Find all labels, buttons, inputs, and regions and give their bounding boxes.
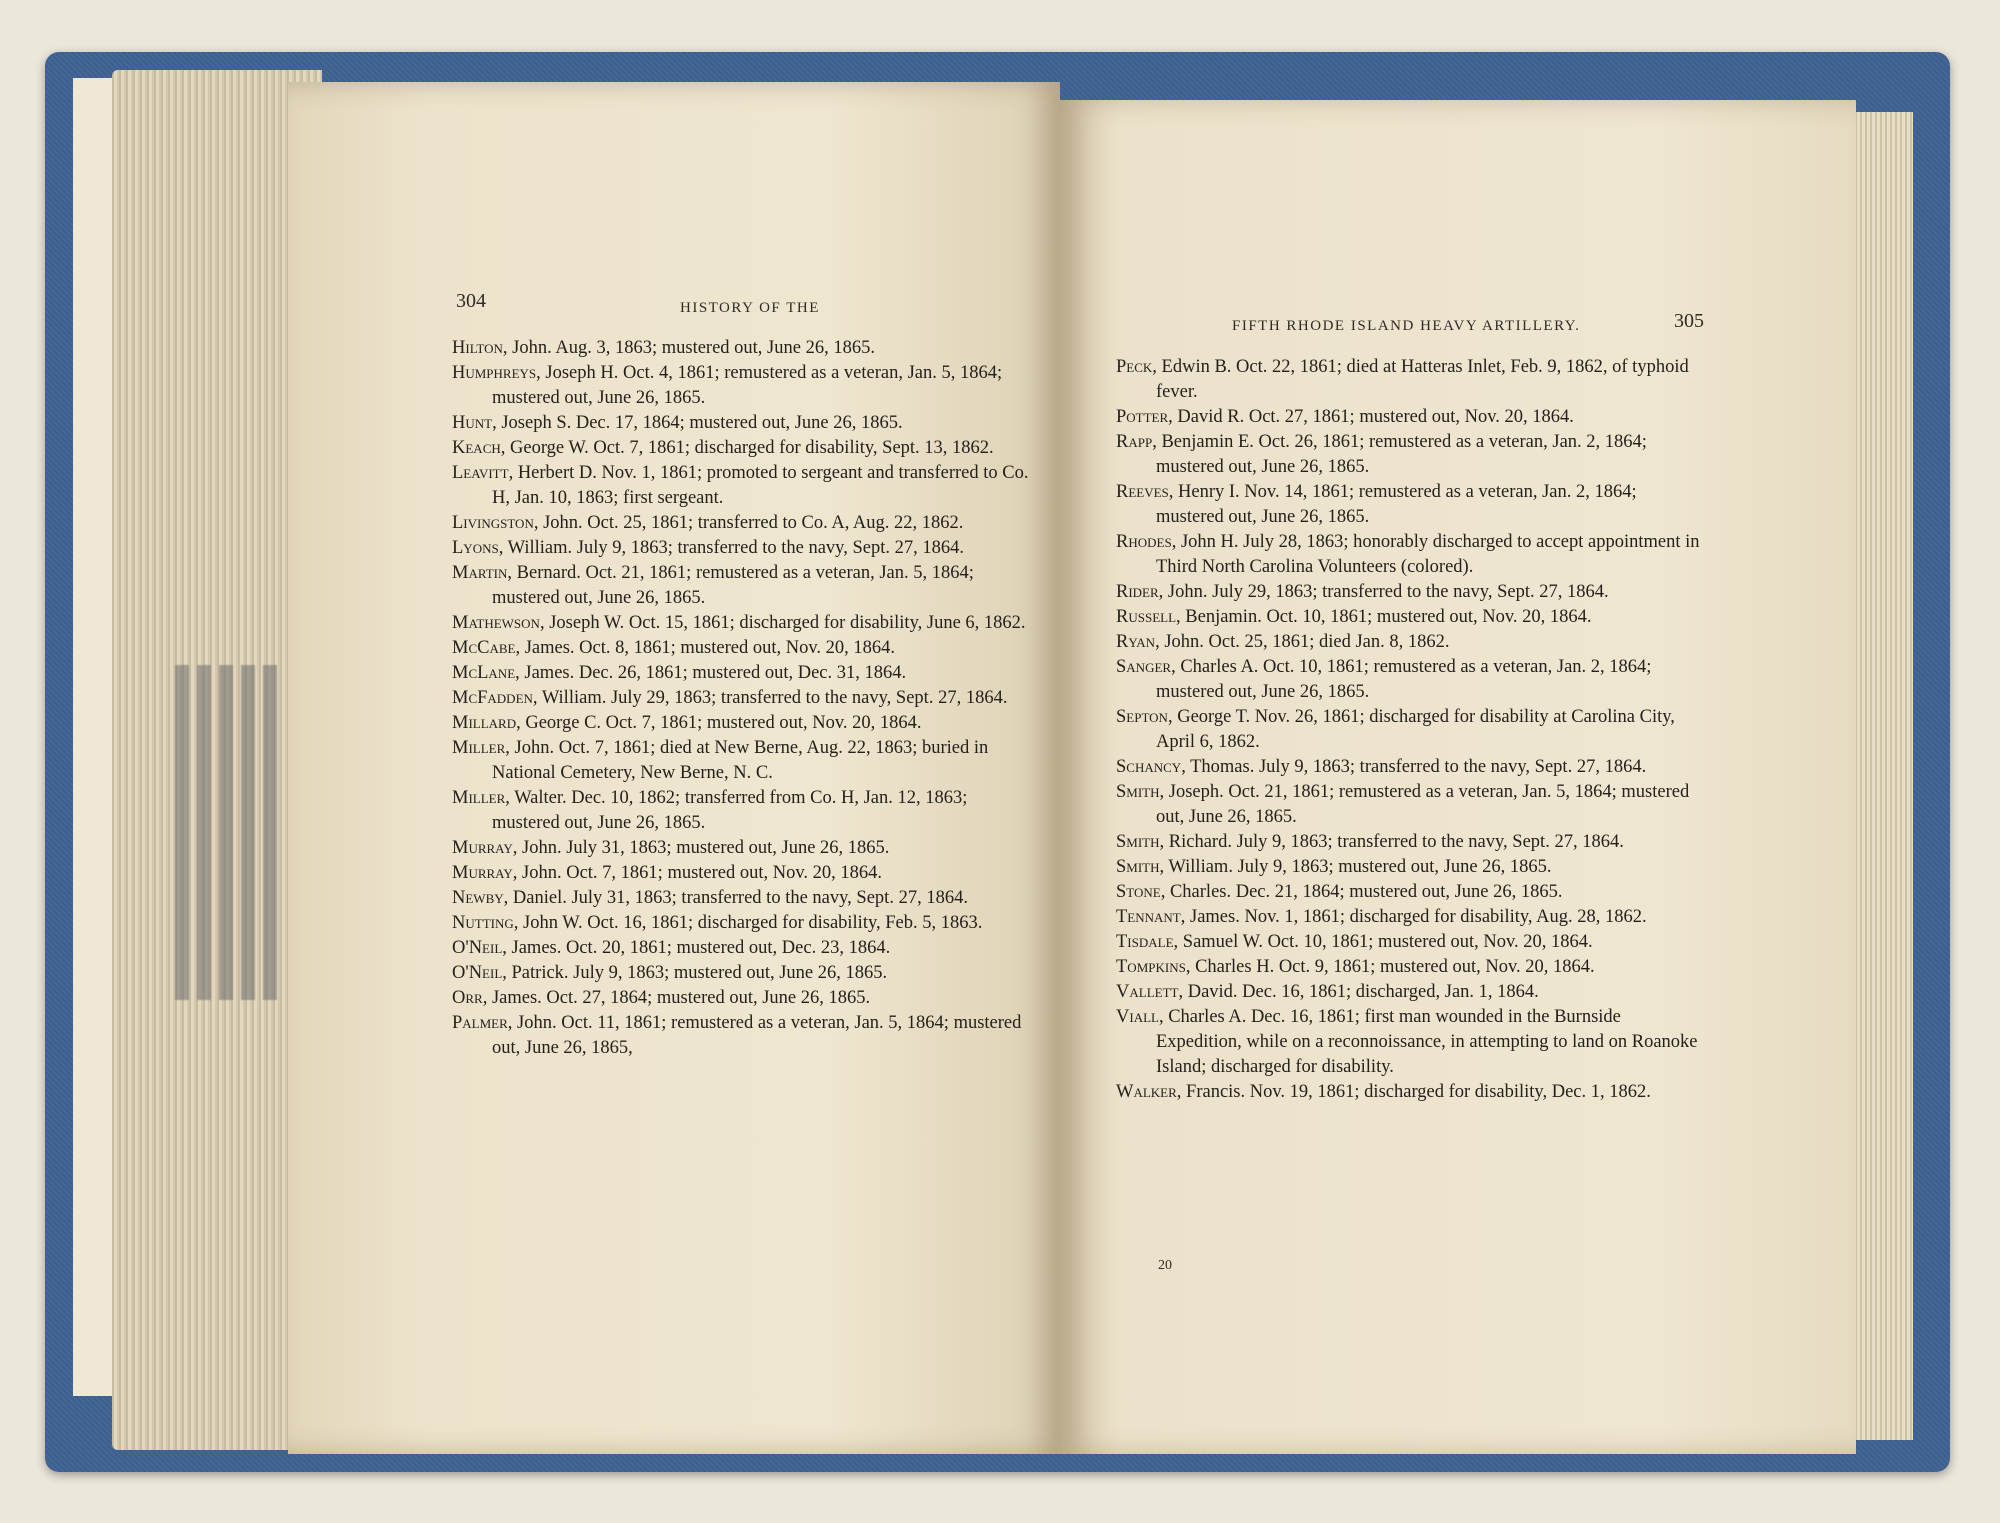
entry-surname: Walker <box>1116 1082 1177 1102</box>
entry-surname: Schancy <box>1116 757 1182 777</box>
roster-entry <box>1116 605 1706 630</box>
roster-entry <box>452 836 1036 861</box>
roster-entry <box>452 686 1036 711</box>
left-running-head: HISTORY OF THE <box>680 300 820 316</box>
entry-surname: Ryan <box>1116 632 1156 652</box>
roster-entry <box>1116 755 1706 780</box>
roster-entry <box>1116 830 1706 855</box>
entry-details: , Edwin B. Oct. 22, 1861; died at Hatteras Inlet, Feb. 9, 1862, of typhoid fever. <box>1152 357 1689 402</box>
entry-surname: Miller <box>452 738 506 758</box>
roster-entry <box>452 461 1036 511</box>
roster-entry <box>452 711 1036 736</box>
entry-details: , Herbert D. Nov. 1, 1861; promoted to sergeant and transferred to Co. H, Jan. 10, 1863; first sergeant. <box>492 463 1029 508</box>
right-page-number: 305 <box>1674 310 1704 332</box>
roster-entry <box>452 736 1036 786</box>
entry-surname: Stone <box>1116 882 1161 902</box>
entry-details: , James. Oct. 8, 1861; mustered out, Nov. 20, 1864. <box>515 638 896 658</box>
roster-entry <box>1116 780 1706 830</box>
entry-details: , Thomas. July 9, 1863; transferred to the navy, Sept. 27, 1864. <box>1181 757 1647 777</box>
roster-entry <box>452 361 1036 411</box>
entry-surname: Mathewson <box>452 613 540 633</box>
entry-details: , William. July 9, 1863; transferred to the navy, Sept. 27, 1864. <box>498 538 964 558</box>
entry-surname: McFadden <box>452 688 533 708</box>
entry-details: , Joseph W. Oct. 15, 1861; discharged for disability, June 6, 1862. <box>539 613 1026 633</box>
entry-surname: Smith <box>1116 782 1160 802</box>
entry-details: , John. July 31, 1863; mustered out, June 26, 1865. <box>512 838 890 858</box>
roster-entry <box>1116 880 1706 905</box>
roster-entry <box>1116 355 1706 405</box>
entry-details: , Joseph S. Dec. 17, 1864; mustered out, June 26, 1865. <box>492 413 903 433</box>
entry-details: , John. Oct. 11, 1861; remustered as a veteran, Jan. 5, 1864; mustered out, June 26, 1865, <box>492 1013 1022 1058</box>
roster-entry <box>452 411 1036 436</box>
roster-entry <box>1116 955 1706 980</box>
roster-entry <box>452 611 1036 636</box>
entry-surname: Sanger <box>1116 657 1172 677</box>
entry-details: , Charles A. Oct. 10, 1861; remustered as a veteran, Jan. 2, 1864; mustered out, June 26, 1865. <box>1156 657 1652 702</box>
entry-surname: Murray <box>452 838 513 858</box>
entry-surname: Hilton <box>452 338 503 358</box>
roster-entry <box>452 511 1036 536</box>
left-entry-list <box>452 336 1036 1061</box>
entry-surname: Millard <box>452 713 517 733</box>
entry-details: , Joseph H. Oct. 4, 1861; remustered as a veteran, Jan. 5, 1864; mustered out, June 26, 1865. <box>492 363 1003 408</box>
roster-entry <box>1116 655 1706 705</box>
entry-surname: Smith <box>1116 832 1160 852</box>
entry-details: , Joseph. Oct. 21, 1861; remustered as a veteran, Jan. 5, 1864; mustered out, June 26, 1865. <box>1156 782 1690 827</box>
roster-entry <box>452 536 1036 561</box>
entry-details: , George C. Oct. 7, 1861; mustered out, Nov. 20, 1864. <box>516 713 922 733</box>
roster-entry <box>1116 930 1706 955</box>
roster-entry <box>452 911 1036 936</box>
roster-entry <box>1116 580 1706 605</box>
entry-surname: Tennant <box>1116 907 1181 927</box>
entry-surname: Septon <box>1116 707 1168 727</box>
entry-surname: Smith <box>1116 857 1160 877</box>
entry-details: , William. July 9, 1863; mustered out, June 26, 1865. <box>1159 857 1552 877</box>
entry-details: , George W. Oct. 7, 1861; discharged for disability, Sept. 13, 1862. <box>500 438 994 458</box>
entry-surname: McLane <box>452 663 516 683</box>
entry-surname: Russell <box>1116 607 1177 627</box>
entry-details: , Benjamin. Oct. 10, 1861; mustered out, Nov. 20, 1864. <box>1176 607 1592 627</box>
roster-entry <box>452 936 1036 961</box>
entry-details: , John H. July 28, 1863; honorably discharged to accept appointment in Third North Carolina Volunteers (colored). <box>1156 532 1700 577</box>
roster-entry <box>1116 1005 1706 1080</box>
roster-entry <box>452 786 1036 836</box>
entry-surname: Peck <box>1116 357 1153 377</box>
entry-surname: Miller <box>452 788 506 808</box>
roster-entry <box>1116 705 1706 755</box>
entry-details: , John. Oct. 25, 1861; died Jan. 8, 1862. <box>1155 632 1450 652</box>
entry-surname: Rapp <box>1116 432 1153 452</box>
entry-details: , Bernard. Oct. 21, 1861; remustered as a veteran, Jan. 5, 1864; mustered out, June 26, 1865. <box>492 563 974 608</box>
entry-surname: Murray <box>452 863 513 883</box>
entry-surname: Rider <box>1116 582 1159 602</box>
entry-details: , John. Aug. 3, 1863; mustered out, June 26, 1865. <box>502 338 875 358</box>
entry-details: , James. Nov. 1, 1861; discharged for disability, Aug. 28, 1862. <box>1180 907 1647 927</box>
entry-surname: Martin <box>452 563 508 583</box>
entry-surname: Tompkins <box>1116 957 1186 977</box>
roster-entry <box>452 1011 1036 1061</box>
signature-mark: 20 <box>1158 1258 1172 1273</box>
entry-details: , Charles H. Oct. 9, 1861; mustered out, Nov. 20, 1864. <box>1185 957 1595 977</box>
entry-details: , George T. Nov. 26, 1861; discharged for disability at Carolina City, April 6, 1862. <box>1156 707 1675 752</box>
entry-surname: O'Neil <box>452 963 503 983</box>
entry-surname: Viall <box>1116 1007 1159 1027</box>
entry-details: , Richard. July 9, 1863; transferred to the navy, Sept. 27, 1864. <box>1159 832 1624 852</box>
entry-details: , John. July 29, 1863; transferred to the navy, Sept. 27, 1864. <box>1158 582 1609 602</box>
roster-entry <box>452 336 1036 361</box>
entry-surname: Livingston <box>452 513 534 533</box>
entry-details: , Walter. Dec. 10, 1862; transferred from Co. H, Jan. 12, 1863; mustered out, June 26, 1865. <box>492 788 968 833</box>
entry-surname: Rhodes <box>1116 532 1172 552</box>
library-stamp <box>175 665 280 1000</box>
entry-details: , Charles. Dec. 21, 1864; mustered out, June 26, 1865. <box>1160 882 1563 902</box>
entry-surname: Hunt <box>452 413 493 433</box>
roster-entry <box>1116 1080 1706 1105</box>
entry-surname: Orr <box>452 988 483 1008</box>
roster-entry <box>452 961 1036 986</box>
entry-details: , Daniel. July 31, 1863; transferred to the navy, Sept. 27, 1864. <box>503 888 968 908</box>
roster-entry <box>452 886 1036 911</box>
entry-surname: Tisdale <box>1116 932 1174 952</box>
roster-entry <box>1116 530 1706 580</box>
entry-details: , John. Oct. 25, 1861; transferred to Co. A, Aug. 22, 1862. <box>533 513 964 533</box>
entry-details: , James. Oct. 20, 1861; mustered out, Dec. 23, 1864. <box>502 938 891 958</box>
roster-entry <box>1116 905 1706 930</box>
entry-details: , Charles A. Dec. 16, 1861; first man wounded in the Burnside Expedition, while on a reconnoissance, in attempting to land on Roanoke Island; discharged for disability. <box>1156 1007 1698 1077</box>
entry-details: , William. July 29, 1863; transferred to the navy, Sept. 27, 1864. <box>532 688 1008 708</box>
roster-entry <box>1116 980 1706 1005</box>
page-edge-stack-right <box>1855 112 1913 1440</box>
entry-surname: Nutting <box>452 913 514 933</box>
roster-entry <box>452 636 1036 661</box>
entry-surname: Humphreys <box>452 363 537 383</box>
roster-entry <box>452 561 1036 611</box>
roster-entry <box>1116 430 1706 480</box>
right-entry-list <box>1116 355 1706 1105</box>
entry-surname: Vallett <box>1116 982 1179 1002</box>
roster-entry <box>1116 405 1706 430</box>
roster-entry <box>1116 630 1706 655</box>
entry-surname: Lyons <box>452 538 499 558</box>
entry-surname: Potter <box>1116 407 1169 427</box>
roster-entry <box>452 436 1036 461</box>
entry-surname: O'Neil <box>452 938 503 958</box>
entry-details: , John. Oct. 7, 1861; mustered out, Nov. 20, 1864. <box>512 863 883 883</box>
entry-details: , Samuel W. Oct. 10, 1861; mustered out, Nov. 20, 1864. <box>1173 932 1593 952</box>
roster-entry <box>452 986 1036 1011</box>
entry-surname: Newby <box>452 888 504 908</box>
entry-details: , Francis. Nov. 19, 1861; discharged for disability, Dec. 1, 1862. <box>1176 1082 1651 1102</box>
entry-details: , Patrick. July 9, 1863; mustered out, June 26, 1865. <box>502 963 888 983</box>
entry-details: , David. Dec. 16, 1861; discharged, Jan. 1, 1864. <box>1178 982 1539 1002</box>
entry-surname: Leavitt <box>452 463 509 483</box>
entry-details: , David R. Oct. 27, 1861; mustered out, Nov. 20, 1864. <box>1168 407 1574 427</box>
entry-details: , James. Dec. 26, 1861; mustered out, Dec. 31, 1864. <box>515 663 907 683</box>
entry-surname: Reeves <box>1116 482 1169 502</box>
entry-details: , Henry I. Nov. 14, 1861; remustered as a veteran, Jan. 2, 1864; mustered out, June 26, 1865. <box>1156 482 1637 527</box>
left-page-number: 304 <box>456 290 486 312</box>
entry-surname: Palmer <box>452 1013 508 1033</box>
entry-details: , Benjamin E. Oct. 26, 1861; remustered as a veteran, Jan. 2, 1864; mustered out, June 26, 1865. <box>1152 432 1647 477</box>
entry-surname: McCabe <box>452 638 516 658</box>
entry-details: , James. Oct. 27, 1864; mustered out, June 26, 1865. <box>482 988 871 1008</box>
roster-entry <box>452 861 1036 886</box>
right-running-head: FIFTH RHODE ISLAND HEAVY ARTILLERY. <box>1232 318 1581 334</box>
entry-surname: Keach <box>452 438 501 458</box>
roster-entry <box>452 661 1036 686</box>
entry-details: , John. Oct. 7, 1861; died at New Berne, Aug. 22, 1863; buried in National Cemetery, New Berne, N. C. <box>492 738 989 783</box>
entry-details: , John W. Oct. 16, 1861; discharged for disability, Feb. 5, 1863. <box>513 913 983 933</box>
roster-entry <box>1116 480 1706 530</box>
roster-entry <box>1116 855 1706 880</box>
